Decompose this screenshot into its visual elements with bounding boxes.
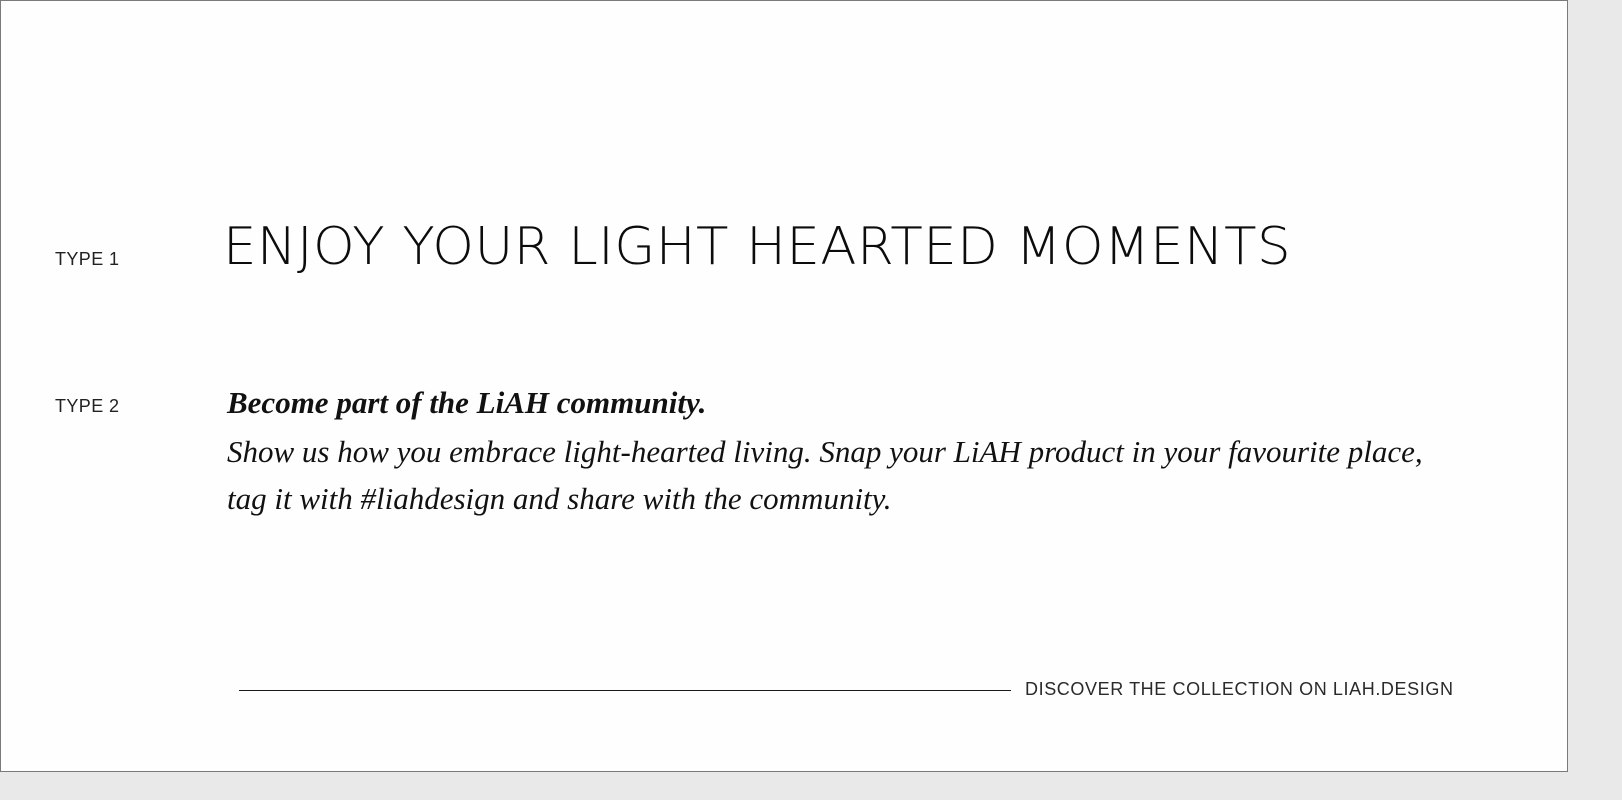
type2-title: Become part of the LiAH community. — [227, 385, 707, 420]
type2-text-block — [227, 381, 1527, 522]
type1-headline: ENJOY YOUR LIGHT HEARTED MOMENTS — [223, 217, 1292, 277]
type2-body — [227, 428, 1527, 522]
footer-collection-link[interactable]: DISCOVER THE COLLECTION ON LIAH.DESIGN — [1025, 679, 1454, 699]
type1-label: TYPE 1 — [55, 249, 120, 269]
type2-body-line: Show us how you embrace light-hearted living. Snap your LiAH product in your favourite place, — [227, 434, 1423, 469]
type2-label: TYPE 2 — [55, 396, 120, 416]
type2-body-line: tag it with #liahdesign and share with the community. — [227, 481, 892, 516]
footer-divider-line — [239, 690, 1011, 691]
